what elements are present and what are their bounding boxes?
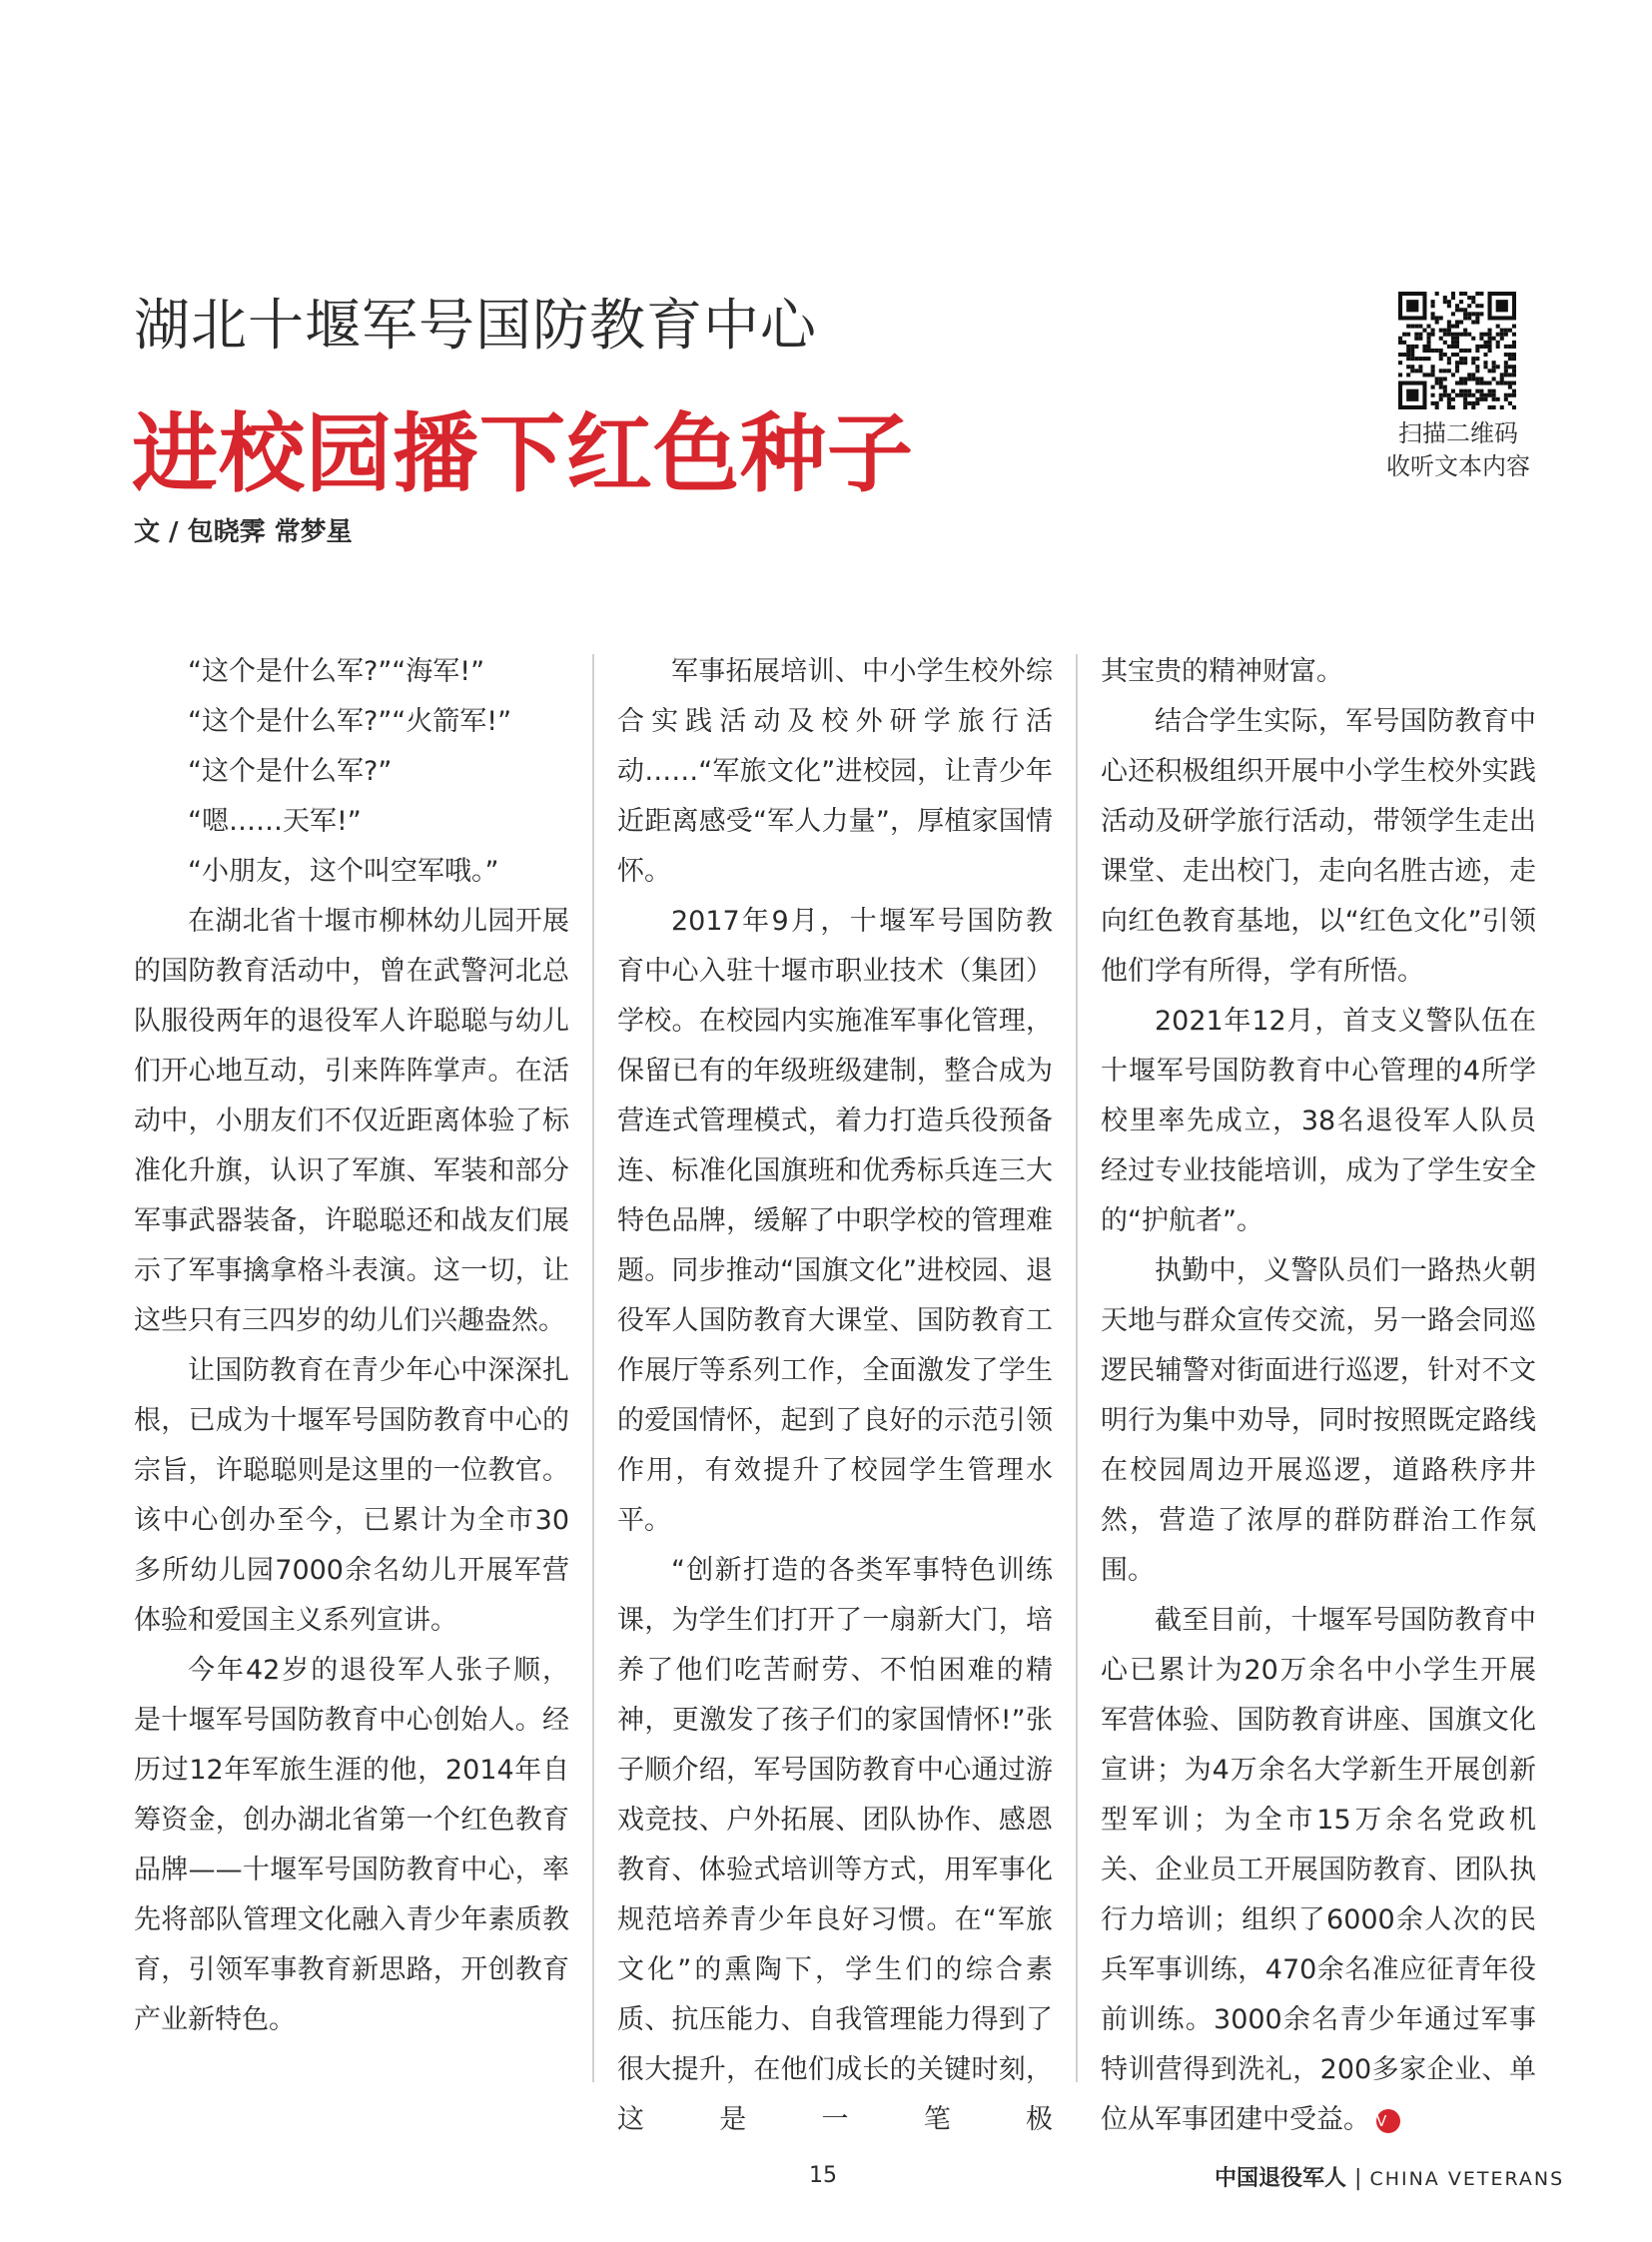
- paragraph: “这个是什么军?”“火箭军!”: [188, 706, 512, 737]
- paragraph: “小朋友，这个叫空军哦。”: [188, 856, 499, 887]
- paragraph: 军事拓展培训、中小学生校外综合实践活动及校外研学旅行活动……“军旅文化”进校园，让青少年近距离感受“军人力量”，厚植家国情怀。: [617, 656, 1053, 887]
- footer-brand-cn: 中国退役军人: [1215, 2166, 1347, 2191]
- page-number: 15: [809, 2163, 837, 2188]
- qr-code[interactable]: [1398, 292, 1516, 409]
- paragraph: “这个是什么军?”: [188, 756, 393, 787]
- article-title: 进校园播下红色种子: [132, 404, 914, 504]
- article-subtitle: 湖北十堰军号国防教育中心: [134, 294, 817, 359]
- paragraph: 2017年9月，十堰军号国防教育中心入驻十堰市职业技术（集团）学校。在校园内实施准军事化管理，保留已有的年级班级建制，整合成为营连式管理模式，着力打造兵役预备连、标准化国旗班和优秀标兵连三大特色品牌，缓解了中职学校的管理难题。同步推动“国旗文化”进校园、退役军人国防教育大课堂、国防教育工作展厅等系列工作，全面激发了学生的爱国情怀，起到了良好的示范引领作用，有效提升了校园学生管理水平。: [617, 906, 1053, 1536]
- paragraph: 结合学生实际，军号国防教育中心还积极组织开展中小学生校外实践活动及研学旅行活动，带领学生走出课堂、走出校门，走向名胜古迹，走向红色教育基地，以“红色文化”引领他们学有所得，学有所悟。: [1101, 706, 1536, 987]
- paragraph: “创新打造的各类军事特色训练课，为学生们打开了一扇新大门，培养了他们吃苦耐劳、不怕困难的精神，更激发了孩子们的家国情怀!”张子顺介绍，军号国防教育中心通过游戏竞技、户外拓展、团队协作、感恩教育、体验式培训等方式，用军事化规范培养青少年良好习惯。在“军旅文化”的熏陶下，学生们的综合素质、抗压能力、自我管理能力得到了很大提升，在他们成长的关键时刻，这是一笔极: [617, 1555, 1053, 2135]
- paragraph: 其宝贵的精神财富。: [1101, 656, 1343, 687]
- qr-caption-line2: 收听文本内容: [1386, 452, 1530, 480]
- qr-caption-line1: 扫描二维码: [1398, 419, 1518, 447]
- paragraph: “这个是什么军?”“海军!”: [188, 656, 485, 687]
- footer-brand: [1215, 2161, 1564, 2192]
- paragraph: 今年42岁的退役军人张子顺，是十堰军号国防教育中心创始人。经历过12年军旅生涯的他，2014年自筹资金，创办湖北省第一个红色教育品牌——十堰军号国防教育中心，率先将部队管理文化融入青少年素质教育，引领军事教育新思路，开创教育产业新特色。: [134, 1655, 569, 2035]
- footer-separator: |: [1354, 2166, 1362, 2191]
- column-divider: [592, 654, 594, 2082]
- text-column-1: [134, 647, 569, 2045]
- paragraph: 执勤中，义警队员们一路热火朝天地与群众宣传交流，另一路会同巡逻民辅警对街面进行巡逻，针对不文明行为集中劝导，同时按照既定路线在校园周边开展巡逻，道路秩序井然，营造了浓厚的群防群治工作氛围。: [1101, 1255, 1536, 1586]
- article-byline: 文 / 包晓霁 常梦星: [134, 517, 353, 547]
- footer-brand-en: CHINA VETERANS: [1369, 2168, 1565, 2190]
- qr-caption: [1368, 417, 1548, 483]
- paragraph: 在湖北省十堰市柳林幼儿园开展的国防教育活动中，曾在武警河北总队服役两年的退役军人许聪聪与幼儿们开心地互动，引来阵阵掌声。在活动中，小朋友们不仅近距离体验了标准化升旗，认识了军旗、军装和部分军事武器装备，许聪聪还和战友们展示了军事擒拿格斗表演。这一切，让这些只有三四岁的幼儿们兴趣盎然。: [134, 906, 569, 1336]
- paragraph: 截至目前，十堰军号国防教育中心已累计为20万余名中小学生开展军营体验、国防教育讲座、国旗文化宣讲；为4万余名大学新生开展创新型军训；为全市15万余名党政机关、企业员工开展国防教育、团队执行力培训；组织了6000余人次的民兵军事训练，470余名准应征青年役前训练。3000余名青少年通过军事特训营得到洗礼，200多家企业、单位从军事团建中受益。 V: [1101, 1605, 1536, 2135]
- paragraph: 让国防教育在青少年心中深深扎根，已成为十堰军号国防教育中心的宗旨，许聪聪则是这里的一位教官。该中心创办至今，已累计为全市30多所幼儿园7000余名幼儿开展军营体验和爱国主义系列宣讲。: [134, 1355, 569, 1636]
- column-divider: [1076, 654, 1078, 2082]
- text-column-2: [617, 647, 1053, 2145]
- end-mark-icon: V: [1376, 2109, 1400, 2133]
- qr-code-icon: [1398, 292, 1516, 409]
- paragraph: “嗯……天军!”: [188, 806, 362, 837]
- paragraph: 2021年12月，首支义警队伍在十堰军号国防教育中心管理的4所学校里率先成立，38名退役军人队员经过专业技能培训，成为了学生安全的“护航者”。: [1101, 1006, 1536, 1236]
- text-column-3: [1101, 647, 1536, 2145]
